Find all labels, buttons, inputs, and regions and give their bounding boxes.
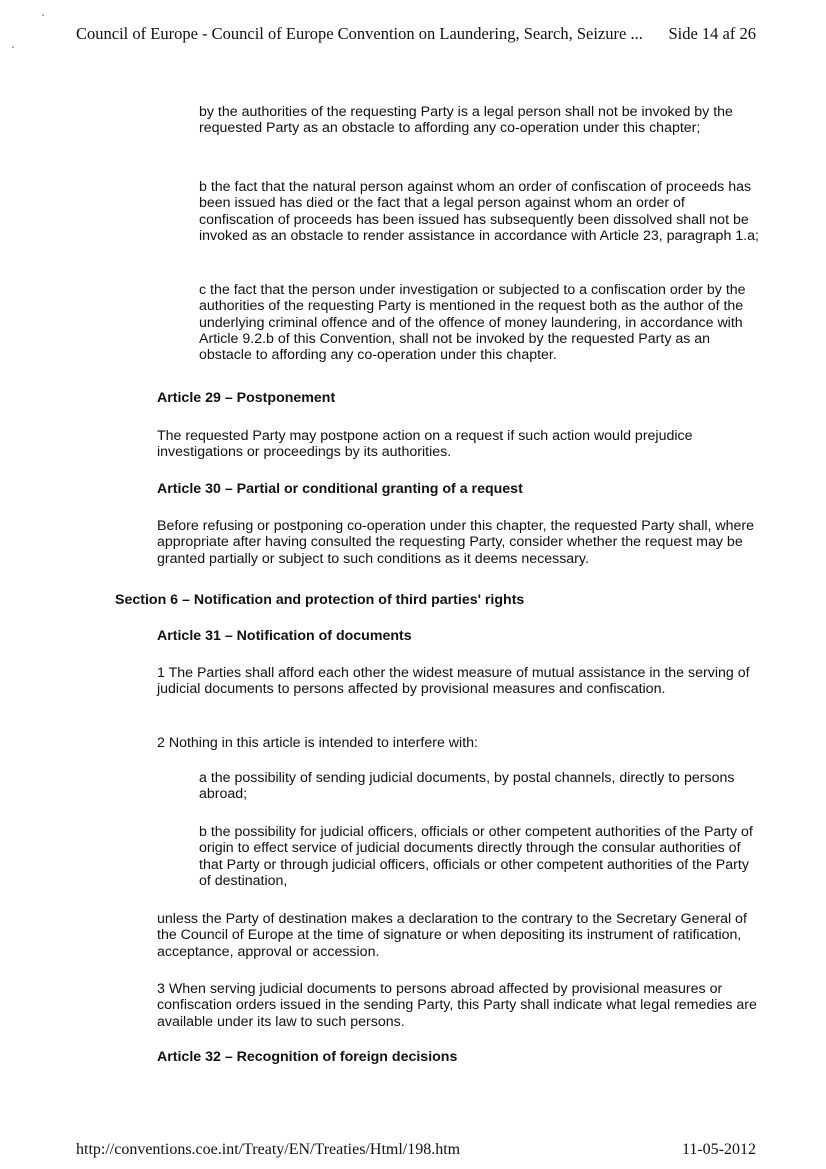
- article-32-heading: Article 32 – Recognition of foreign decisions: [157, 1049, 458, 1065]
- article-29-heading: Article 29 – Postponement: [157, 390, 336, 406]
- print-date: 11-05-2012: [681, 1141, 756, 1158]
- item-b: b the fact that the natural person against whom an order of confiscation of proceeds has been issued has died or the fact that a legal person against whom an order of confiscation of proceeds has been issued has subsequently been dissolved shall not be invoked as an obstacle to render assistance in accordance with Article 23, paragraph 1.a;: [199, 179, 759, 244]
- article-31-paragraph-3: 3 When serving judicial documents to persons abroad affected by provisional measures or confiscation orders issued in the sending Party, this Party shall indicate what legal remedies are available under its law to such persons.: [157, 981, 757, 1030]
- article-31-paragraph-2: 2 Nothing in this article is intended to interfere with:: [157, 735, 478, 751]
- source-url[interactable]: http://conventions.coe.int/Treaty/EN/Treaties/Html/198.htm: [76, 1141, 461, 1158]
- section-6-heading: Section 6 – Notification and protection of third parties' rights: [115, 592, 525, 608]
- article-31-heading: Article 31 – Notification of documents: [157, 628, 412, 644]
- article-30-text: Before refusing or postponing co-operation under this chapter, the requested Party shall, where appropriate after having consulted the requesting Party, consider whether the request may be granted partially or subject to such conditions as it deems necessary.: [157, 518, 755, 567]
- page-indicator: Side 14 af 26: [668, 24, 756, 43]
- page-footer: [76, 1141, 756, 1159]
- scan-speck: [12, 46, 14, 48]
- article-31-unless: unless the Party of destination makes a declaration to the contrary to the Secretary General of the Council of Europe at the time of signature or when depositing its instrument of ratification, acceptance, approval or accession.: [157, 911, 747, 960]
- article-31-item-a: a the possibility of sending judicial documents, by postal channels, directly to persons abroad;: [199, 770, 735, 803]
- page-header: [76, 24, 756, 44]
- continued-paragraph: by the authorities of the requesting Party is a legal person shall not be invoked by the requested Party as an obstacle to affording any co-operation under this chapter;: [199, 104, 733, 137]
- article-31-item-b: b the possibility for judicial officers, officials or other competent authorities of the Party of origin to effect service of judicial documents directly through the consular authorities of that Party or through judicial officers, officials or other competent authorities of the Party of destination,: [199, 824, 753, 889]
- item-c: c the fact that the person under investigation or subjected to a confiscation order by the authorities of the requesting Party is mentioned in the request both as the author of the underlying criminal offence and of the offence of money laundering, in accordance with Article 9.2.b of this Convention, shall not be invoked by the requested Party as an obstacle to affording any co-operation under this chapter.: [199, 282, 746, 364]
- article-31-paragraph-1: 1 The Parties shall afford each other the widest measure of mutual assistance in the serving of judicial documents to persons affected by provisional measures and confiscation.: [157, 665, 750, 698]
- article-29-text: The requested Party may postpone action on a request if such action would prejudice investigations or proceedings by its authorities.: [157, 428, 693, 461]
- article-30-heading: Article 30 – Partial or conditional granting of a request: [157, 481, 523, 497]
- document-title: Council of Europe - Council of Europe Convention on Laundering, Search, Seizure ...: [76, 24, 643, 43]
- scan-speck: [42, 14, 44, 16]
